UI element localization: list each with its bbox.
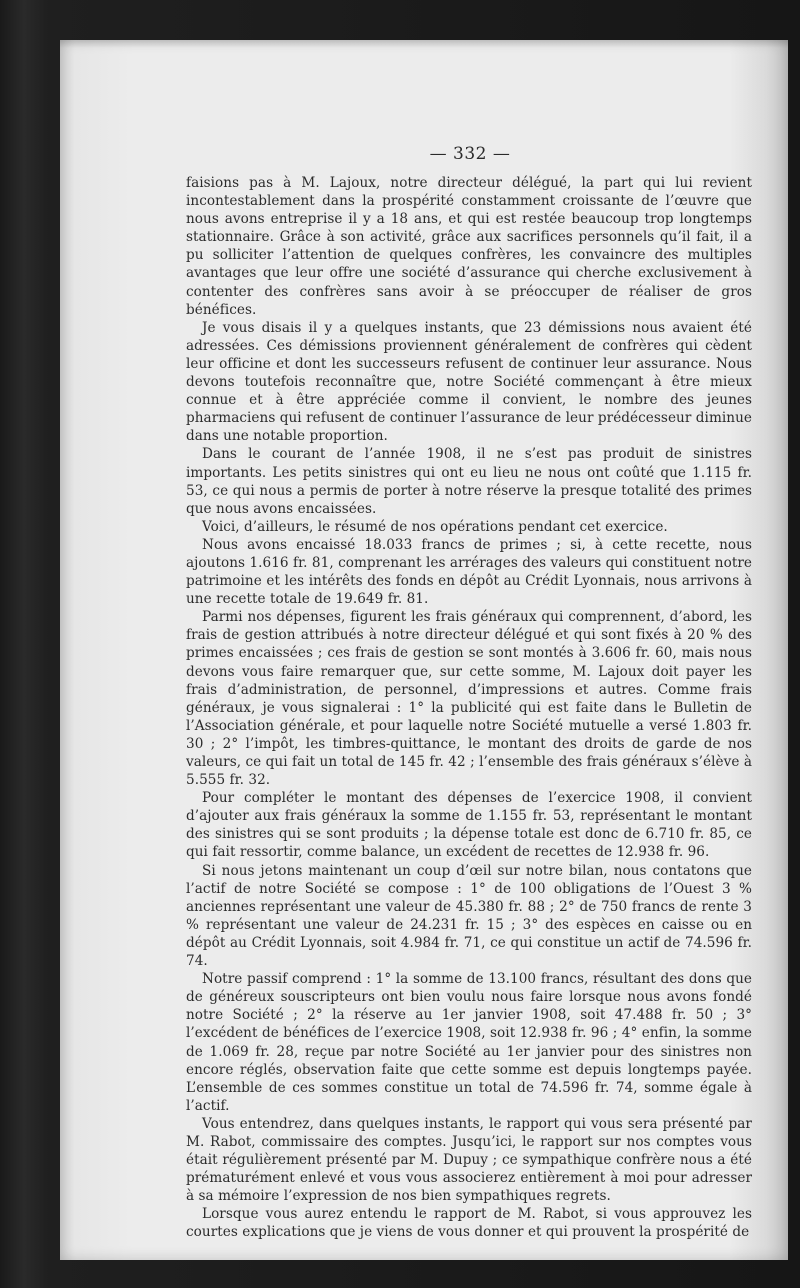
paragraph: faisions pas à M. Lajoux, notre directeur délégué, la part qui lui revient incontestablement dans la prospérité constamment croissante de l’œuvre que nous avons entreprise il y a 18 ans, et qui est restée beaucoup trop longtemps stationnaire. Grâce à son activité, grâce aux sacrifices personnels qu’il fait, il a pu solliciter l’attention de quelques confrères, les convaincre des multiples avantages que leur offre une société d’assurance qui cherche exclusivement à contenter des confrères sans avoir à se préoccuper de réaliser de gros bénéfices. bbox=[186, 175, 752, 318]
page-top-shadow bbox=[60, 40, 788, 48]
paragraph: Vous entendrez, dans quelques instants, le rapport qui vous sera présenté par M. Rabot, commissaire des comptes. Jusqu’ici, le rapport sur nos comptes vous était régulièrement présenté par M. Dupuy ; ce sympathique confrère nous a été prématurément enlevé et vous vous associerez entièrement à moi pour adresser à sa mémoire l’expression de nos bien sympathiques regrets. bbox=[186, 1115, 752, 1205]
page-number: — 332 — bbox=[429, 144, 511, 164]
paragraph: Dans le courant de l’année 1908, il ne s’est pas produit de sinistres importants. Les petits sinistres qui ont eu lieu ne nous ont coûté que 1.115 fr. 53, ce qui nous a permis de porter à notre réserve la presque totalité des primes que nous avons encaissées. bbox=[186, 446, 752, 517]
paragraph: Nous avons encaissé 18.033 francs de primes ; si, à cette recette, nous ajoutons 1.616 fr. 81, comprenant les arrérages des valeurs qui constituent notre patrimoine et les intérêts des fonds en dépôt au Crédit Lyonnais, nous arrivons à une recette totale de 19.649 fr. 81. bbox=[186, 536, 752, 608]
paragraph: Pour compléter le montant des dépenses de l’exercice 1908, il convient d’ajouter aux frais généraux la somme de 1.155 fr. 53, représentant le montant des sinistres qui se sont produits ; la dépense totale est donc de 6.710 fr. 85, ce qui fait ressortir, comme balance, un excédent de recettes de 12.938 fr. 96. bbox=[186, 790, 752, 861]
paragraph: Parmi nos dépenses, figurent les frais généraux qui comprennent, d’abord, les frais de gestion attribués à notre directeur délégué et qui sont fixés à 20 % des primes encaissées ; ces frais de gestion se sont montés à 3.606 fr. 60, mais nous devons vous faire remarquer que, sur cette somme, M. Lajoux doit payer les frais d’administration, de personnel, d’impressions et autres. Comme frais généraux, je vous signalerai : 1° la publicité qui est faite dans le Bulletin de l’Association générale, et pour laquelle notre Société mutuelle a versé 1.803 fr. 30 ; 2° l’impôt, les timbres-quittance, le montant des droits de garde de nos valeurs, ce qui fait un total de 145 fr. 42 ; l’ensemble des frais généraux s’élève à 5.555 fr. 32. bbox=[186, 609, 752, 789]
paragraph: Lorsque vous aurez entendu le rapport de M. Rabot, si vous approuvez les courtes explications que je viens de vous donner et qui prouvent la prospérité de bbox=[186, 1206, 752, 1241]
paragraph: Si nous jetons maintenant un coup d’œil sur notre bilan, nous contatons que l’actif de notre Société se compose : 1° de 100 obligations de l’Ouest 3 % anciennes représentant une valeur de 45.380 fr. 88 ; 2° de 750 francs de rente 3 % représentant une valeur de 24.231 fr. 15 ; 3° des espèces en caisse ou en dépôt au Crédit Lyonnais, soit 4.984 fr. 71, ce qui constitue un actif de 74.596 fr. 74. bbox=[186, 862, 752, 970]
paragraph: Voici, d’ailleurs, le résumé de nos opérations pendant cet exercice. bbox=[202, 518, 668, 535]
body-text bbox=[186, 174, 752, 1242]
paragraph: Notre passif comprend : 1° la somme de 13.100 francs, résultant des dons que de généreux souscripteurs ont bien voulu nous faire lorsque nous avons fondé notre Société ; 2° la réserve au 1er janvier 1908, soit 47.488 fr. 50 ; 3° l’excédent de bénéfices de l’exercice 1908, soit 12.938 fr. 96 ; 4° enfin, la somme de 1.069 fr. 28, reçue par notre Société au 1er janvier pour des sinistres non encore réglés, observation faite que cette somme est depuis longtemps payée. L’ensemble de ces sommes constitue un total de 74.596 fr. 74, somme égale à l’actif. bbox=[186, 971, 752, 1114]
paragraph: Je vous disais il y a quelques instants, que 23 démissions nous avaient été adressées. Ces démissions proviennent généralement de confrères qui cèdent leur officine et dont les successeurs refusent de continuer leur assurance. Nous devons toutefois reconnaître que, notre Société commençant à être mieux connue et à être appréciée comme il convient, le nombre des jeunes pharmaciens qui refusent de continuer l’assurance de leur prédécesseur diminue dans une notable proportion. bbox=[186, 319, 752, 445]
